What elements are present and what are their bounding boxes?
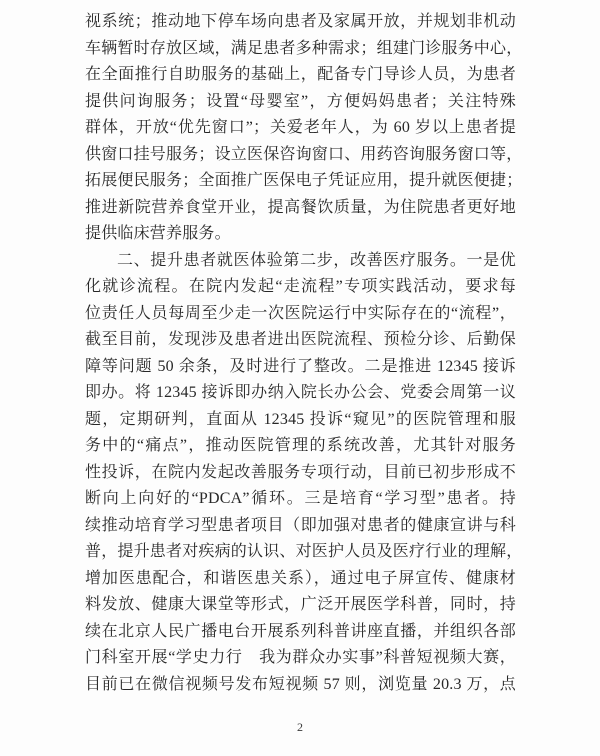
text-line: 即办。将 12345 接诉即办纳入院长办公会、党委会周第一议: [85, 384, 516, 401]
text-line: 化就诊流程。在院内发起“走流程”专项实践活动，要求每: [85, 278, 516, 295]
text-line: 料发放、健康大课堂等形式，广泛开展医学科普，同时，持: [85, 596, 516, 613]
text-line: 续在北京人民广播电台开展系列科普讲座直播，并组织各部: [85, 622, 516, 640]
text-line: 在全面推行自助服务的基础上，配备专门导诊人员，为患者: [85, 66, 516, 83]
document-body-text: [85, 9, 523, 698]
text-line: 性投诉，在院内发起改善服务专项行动，目前已初步形成不: [85, 463, 516, 481]
text-line: 提供临床营养服务。: [85, 225, 231, 242]
text-line: 视系统；推动地下停车场向患者及家属开放，并规划非机动: [85, 13, 516, 30]
text-line: 增加医患配合，和谐医患关系），通过电子屏宣传、健康材: [85, 569, 516, 587]
text-line: 务中的“痛点”，推动医院管理的系统改善，尤其针对服务: [85, 437, 516, 454]
text-line: 拓展便民服务；全面推广医保电子凭证应用，提升就医便捷；: [85, 172, 523, 189]
text-line: 题，定期研判，直面从 12345 投诉“窥见”的医院管理和服: [85, 410, 516, 428]
text-line: 供窗口挂号服务；设立医保咨询窗口、用药咨询服务窗口等，: [85, 145, 523, 163]
page-number: 2: [297, 720, 303, 734]
text-line: 普，提升患者对疾病的认识、对医护人员及医疗行业的理解，: [85, 543, 523, 560]
text-line: 门科室开展“学史力行 我为群众办实事”科普短视频大赛，: [85, 649, 516, 666]
text-line: 续推动培育学习型患者项目（即加强对患者的健康宣讲与科: [85, 516, 516, 534]
text-line: 车辆暂时存放区域，满足患者多种需求；组建门诊服务中心，: [85, 39, 523, 57]
text-line: 截至目前，发现涉及患者进出医院流程、预检分诊、后勤保: [85, 331, 516, 348]
text-line: 二、提升患者就医体验第二步，改善医疗服务。一是优: [117, 251, 516, 269]
text-line: 目前已在微信视频号发布短视频 57 则，浏览量 20.3 万，点: [85, 675, 516, 693]
text-line: 提供问询服务；设置“母婴室”，方便妈妈患者；关注特殊: [85, 92, 516, 110]
text-line: 群体，开放“优先窗口”；关爱老年人，为 60 岁以上患者提: [85, 119, 516, 136]
text-line: 位责任人员每周至少走一次医院运行中实际存在的“流程”，: [85, 304, 516, 322]
text-line: 障等问题 50 余条，及时进行了整改。二是推进 12345 接诉: [85, 357, 516, 375]
text-line: 断向上向好的“PDCA”循环。三是培育“学习型”患者。持: [85, 490, 516, 507]
text-line: 推进新院营养食堂开业，提高餐饮质量，为住院患者更好地: [85, 198, 516, 216]
